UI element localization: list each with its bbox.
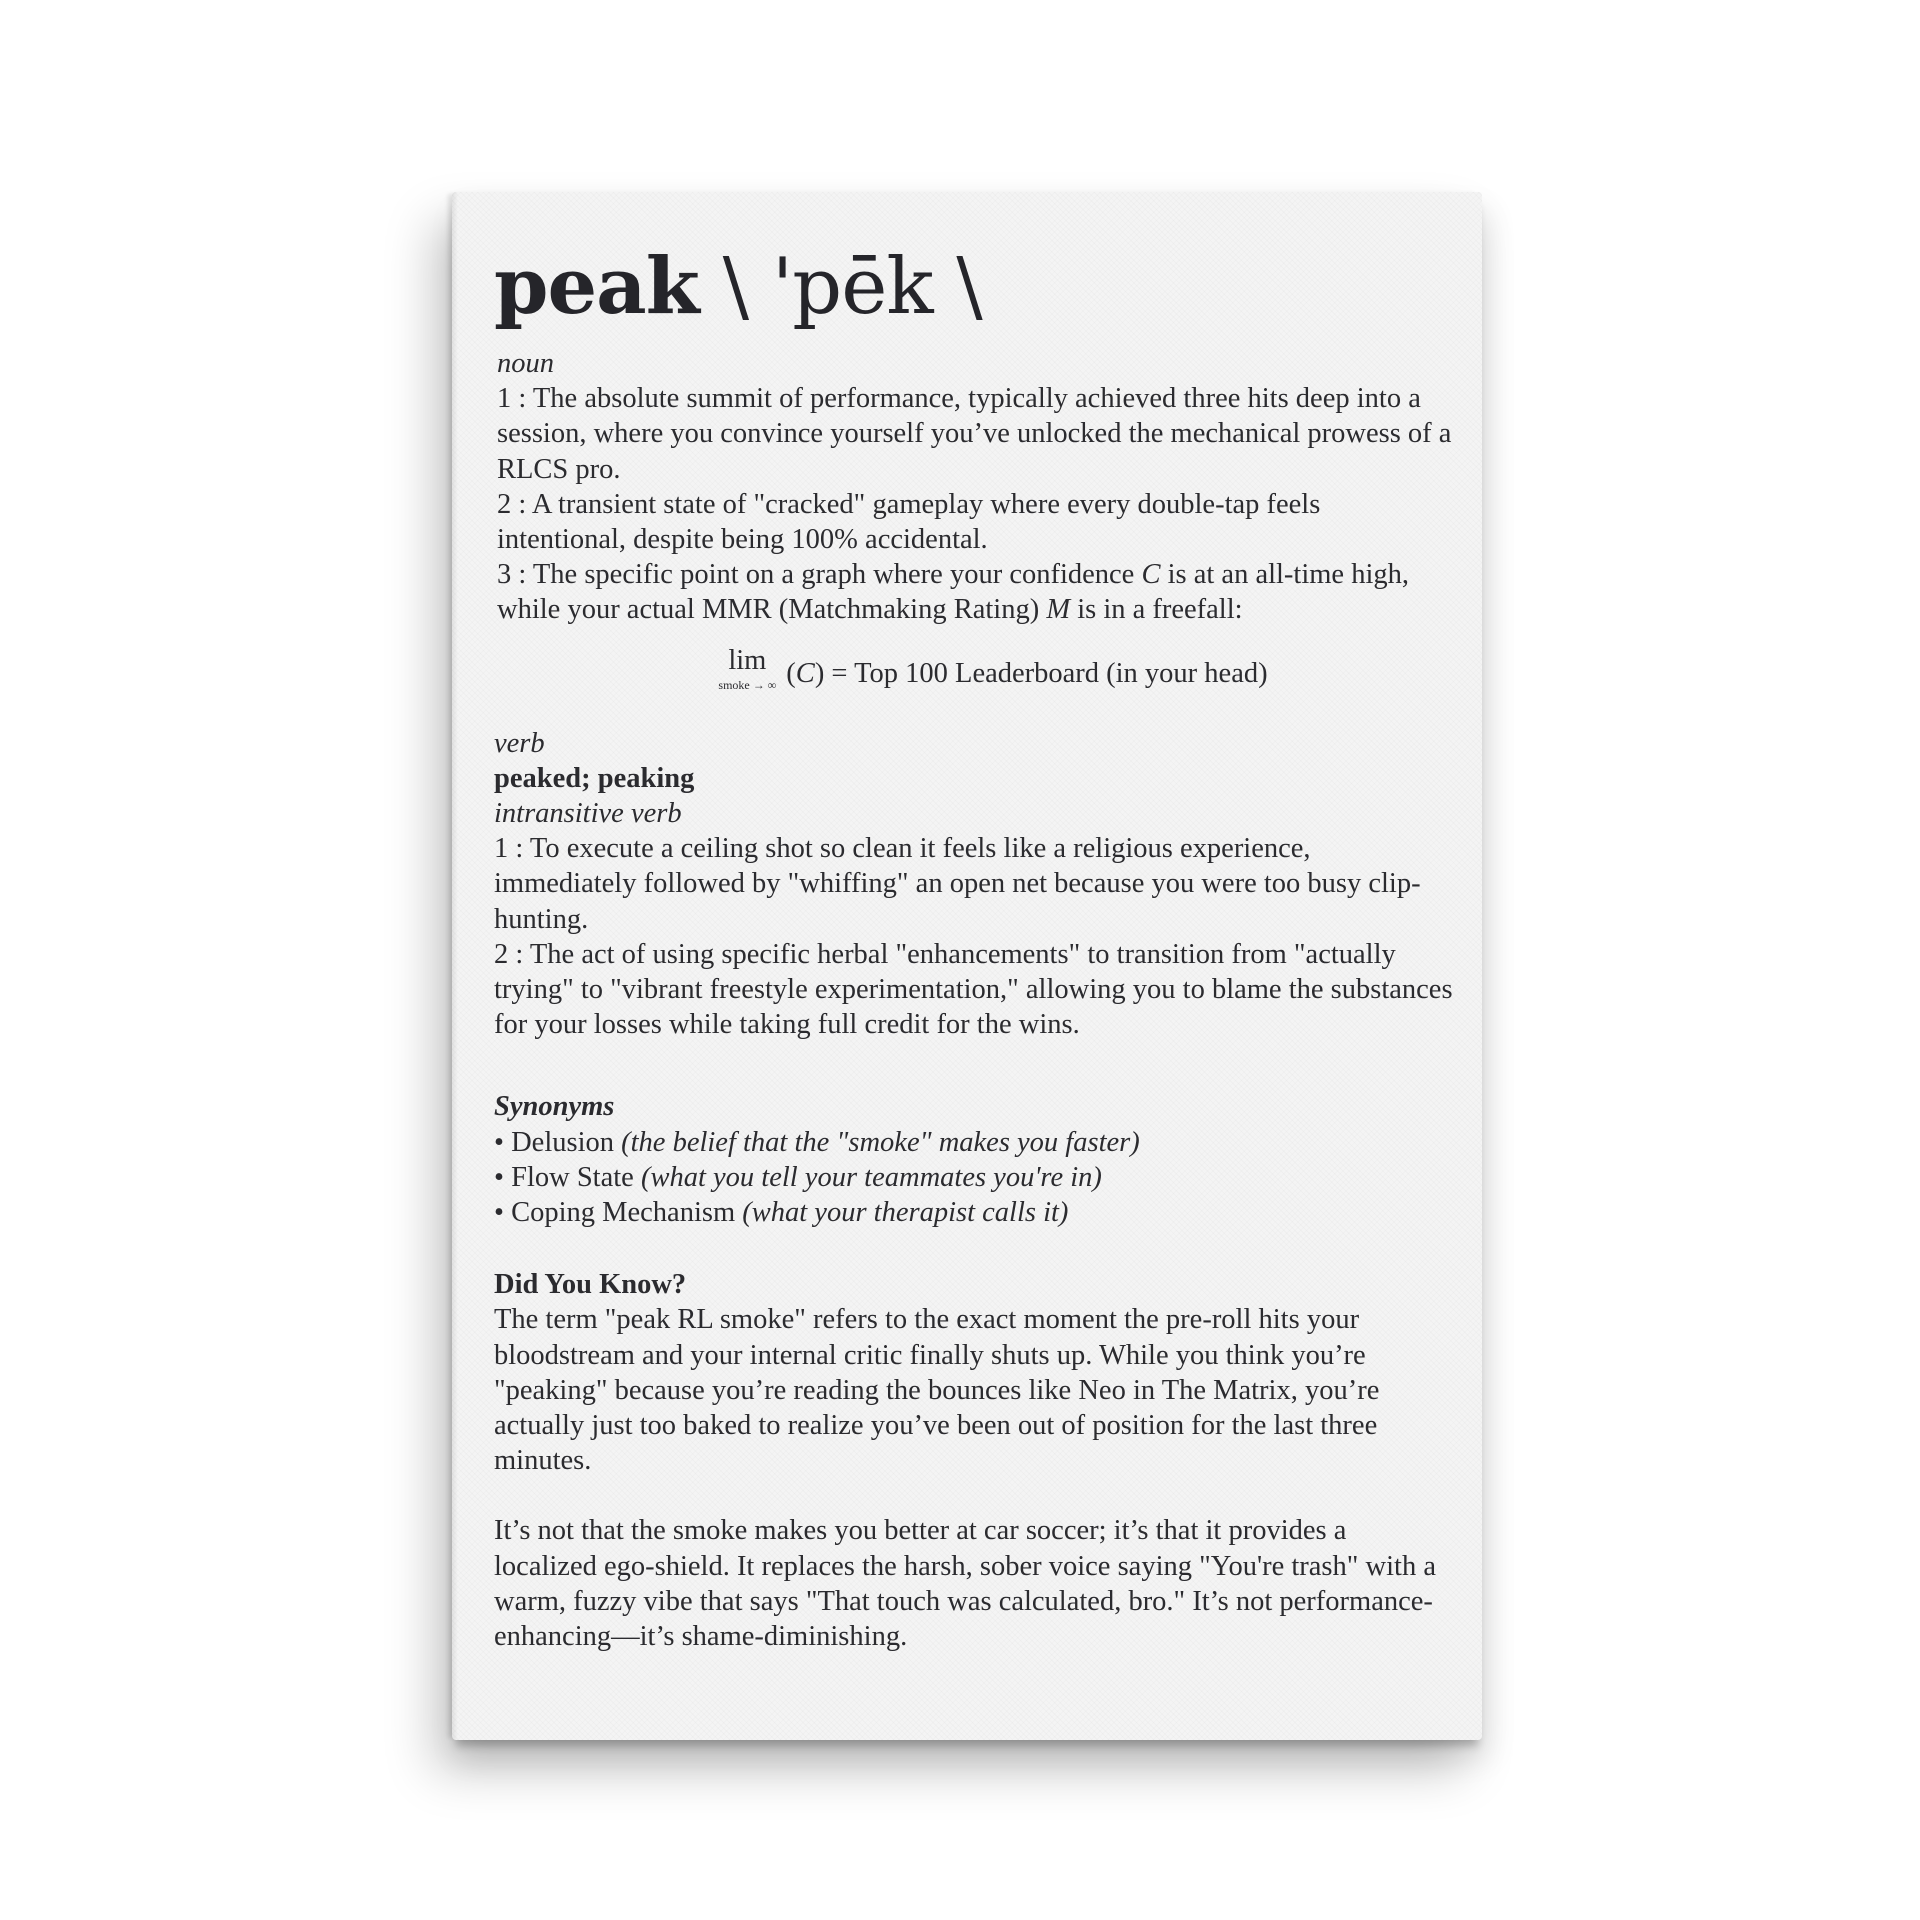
verb-section: [494, 726, 1454, 1043]
definition-content: [494, 242, 1454, 1654]
variable-c: C: [1141, 559, 1161, 591]
verb-forms: peaked; peaking: [494, 762, 695, 794]
noun-def3-part-b: is at an all-time high, while your actual MMR (Matchmaking Rating): [497, 559, 1409, 626]
synonym-item: [494, 1125, 1454, 1160]
spacer: [494, 1478, 1454, 1513]
headword-pronunciation: \ 'pēk \: [722, 242, 982, 332]
spacer: [494, 1077, 1454, 1089]
formula-open-paren: (: [786, 657, 796, 689]
verb-definition-1: 1 : To execute a ceiling shot so clean it feels like a religious experience, immediately followed by "whiffing" an open net because you were too busy clip-hunting.: [494, 833, 1421, 935]
did-you-know-paragraph-2: It’s not that the smoke makes you better at car soccer; it’s that it provides a localized ego-shield. It replaces the harsh, sober voice saying "You're trash" with a warm, fuzzy vibe that says "That touch was calculated, bro." It’s not performance-enhancing—it’s shame-diminishing.: [494, 1515, 1436, 1653]
limit-operator: [718, 646, 776, 692]
spacer: [494, 1042, 1454, 1077]
synonym-note: (the belief that the "smoke" makes you faster): [621, 1126, 1140, 1158]
verb-definition-2: 2 : The act of using specific herbal "enhancements" to transition from "actually trying" to "vibrant freestyle experimentation," allowing you to blame the substances for your losses while taking full credit for the wins.: [494, 938, 1453, 1041]
noun-section: [497, 346, 1454, 628]
canvas-print: [452, 192, 1482, 1740]
synonym-term: • Coping Mechanism: [494, 1197, 743, 1229]
formula-variable: C: [795, 657, 815, 689]
noun-definition-1: 1 : The absolute summit of performance, typically achieved three hits deep into a session, where you convince yourself you’ve unlocked the mechanical prowess of a RLCS pro.: [497, 383, 1452, 485]
verb-type: intransitive verb: [494, 798, 682, 830]
formula-expression: [786, 659, 1267, 689]
synonyms-heading: Synonyms: [494, 1091, 615, 1123]
limit-formula: [494, 646, 1454, 712]
synonym-note: (what you tell your teammates you're in): [640, 1161, 1102, 1193]
did-you-know-heading: Did You Know?: [494, 1269, 687, 1301]
spacer: [494, 1230, 1454, 1267]
noun-def3-part-a: 3 : The specific point on a graph where your confidence: [497, 559, 1142, 591]
noun-definition-2: 2 : A transient state of "cracked" gameplay where every double-tap feels intentional, despite being 100% accidental.: [497, 488, 1321, 556]
limit-word: lim: [728, 644, 767, 676]
synonym-term: • Flow State: [494, 1161, 641, 1193]
headword-word: peak: [494, 241, 699, 332]
synonyms-section: [494, 1089, 1454, 1230]
formula-result: ) = Top 100 Leaderboard (in your head): [814, 657, 1268, 689]
synonym-term: • Delusion: [494, 1126, 622, 1158]
noun-definition-3: [497, 557, 1454, 627]
did-you-know-paragraph-1: The term "peak RL smoke" refers to the exact moment the pre-roll hits your bloodstream and your internal critic finally shuts up. While you think you’re "peaking" because you’re reading the bounces like Neo in The Matrix, you’re actually just too baked to realize you’ve been out of position for the last three minutes.: [494, 1304, 1380, 1477]
variable-m: M: [1046, 594, 1071, 626]
noun-label: noun: [497, 348, 554, 379]
did-you-know-section: [494, 1267, 1454, 1654]
synonym-item: [494, 1160, 1454, 1195]
limit-subscript: smoke → ∞: [718, 677, 777, 692]
verb-label: verb: [494, 727, 545, 759]
headword: [494, 242, 1454, 332]
synonym-item: [494, 1195, 1454, 1230]
synonym-note: (what your therapist calls it): [742, 1197, 1069, 1229]
noun-def3-part-c: is in a freefall:: [1070, 594, 1243, 626]
